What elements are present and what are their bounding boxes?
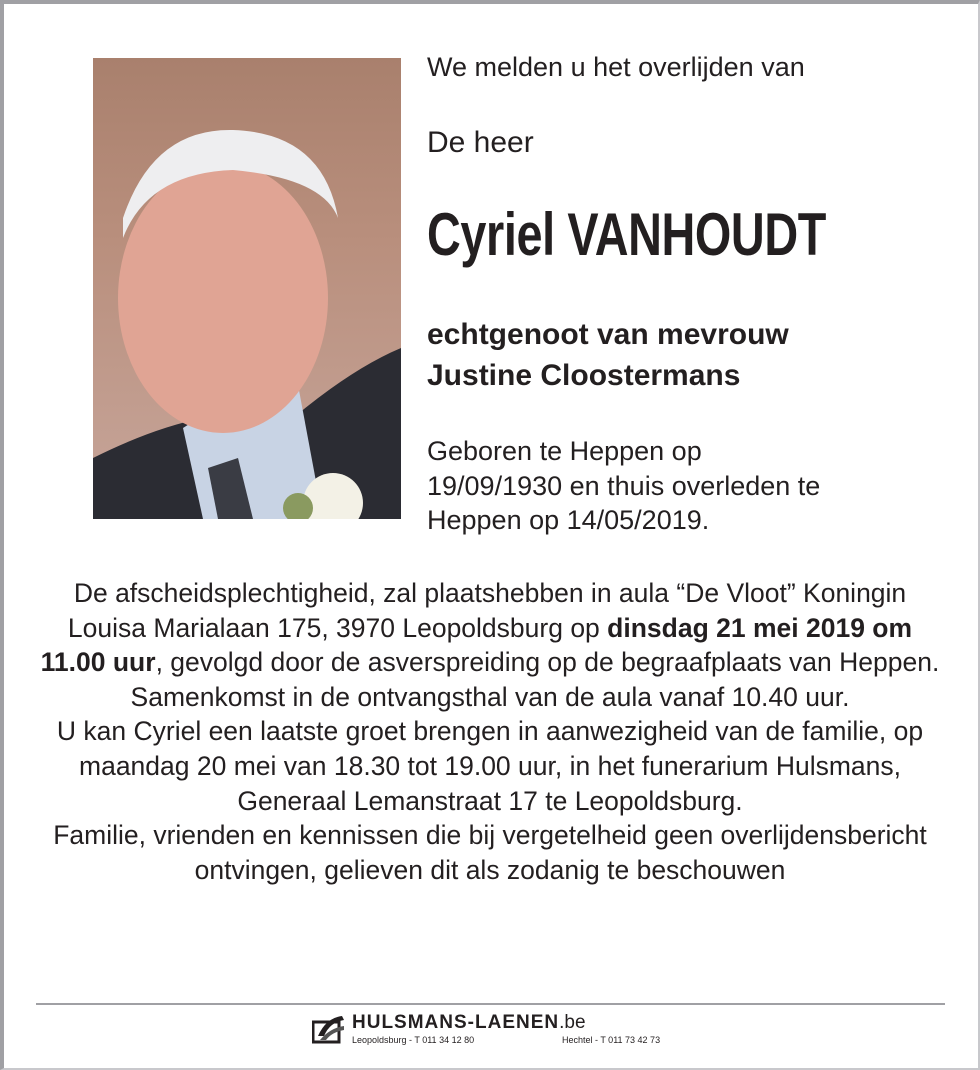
- spouse-line: echtgenoot van mevrouw: [427, 318, 789, 351]
- location-hechtel: Hechtel - T 011 73 42 73: [562, 1035, 661, 1045]
- ceremony-text: De afscheidsplechtigheid, zal plaatshebben in aula “De Vloot” Koningin Louisa Marialaan 175, 3970 Leopoldsburg op: [67, 578, 907, 643]
- ceremony-text: , gevolgd door de asverspreiding op de begraafplaats van Heppen.: [155, 647, 940, 678]
- born-line: 19/09/1930 en thuis overleden te: [427, 470, 821, 501]
- intro-text: We melden u het overlijden van: [427, 52, 805, 82]
- notice-paragraph: Familie, vrienden en kennissen die bij vergetelheid geen overlijdensbericht ontvingen, gelieven dit als zodanig te beschouwen: [53, 820, 927, 885]
- spouse-info: [427, 314, 789, 396]
- ceremony-details: [40, 576, 940, 887]
- birth-death-info: [427, 434, 820, 538]
- born-line: Heppen op 14/05/2019.: [427, 505, 710, 535]
- hulsmans-logo-icon: [312, 1014, 346, 1044]
- brand-tld: .be: [559, 1012, 586, 1033]
- ceremony-date: dinsdag 21 mei 2019 om 11.00 uur: [40, 612, 913, 678]
- divider: [36, 1003, 945, 1005]
- brand-text: HULSMANS-LAENEN: [352, 1012, 560, 1033]
- brand-name: [352, 1012, 586, 1034]
- title-text: De heer: [427, 126, 534, 159]
- portrait-photo: [93, 58, 401, 519]
- born-line: Geboren te Heppen op: [427, 436, 702, 466]
- ceremony-paragraph: [40, 576, 940, 680]
- location-leopoldsburg: Leopoldsburg - T 011 34 12 80: [352, 1035, 475, 1045]
- farewell-paragraph: U kan Cyriel een laatste groet brengen in aanwezigheid van de familie, op maandag 20 mei van 18.30 tot 19.00 uur, in het funerarium Hulsmans, Generaal Lemanstraat 17 te Leopoldsburg.: [56, 716, 924, 816]
- gathering-paragraph: Samenkomst in de ontvangsthal van de aula vanaf 10.40 uur.: [130, 681, 850, 712]
- deceased-name: Cyriel VANHOUDT: [427, 201, 826, 268]
- spouse-name: Justine Cloostermans: [427, 359, 741, 392]
- footer: [312, 1012, 682, 1052]
